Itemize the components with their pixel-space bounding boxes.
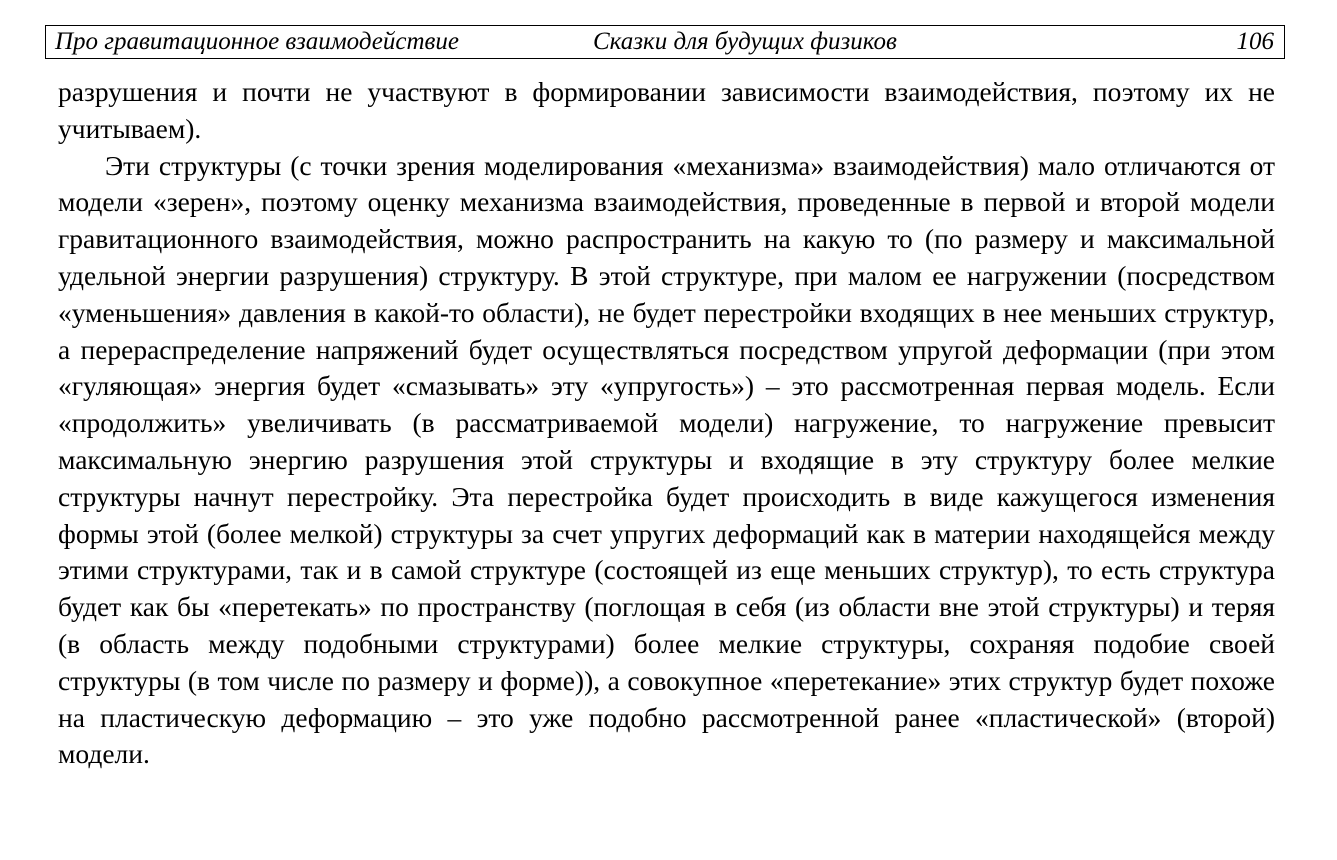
header-section-title: Про гравитационное взаимодействие xyxy=(55,28,459,55)
paragraph-structures: Эти структуры (с точки зрения моделирования «механизма» взаимодействия) мало отличаются от модели «зерен», поэтому оценку механизма взаимодействия, проведенные в первой и второй модели гравитационного взаимодействия, можно распространить на какую то (по размеру и максимальной удельной энергии разрушения) структуру. В этой структуре, при малом ее нагружении (посредством «уменьшения» давления в какой-то области), не будет перестройки входящих в нее меньших структур, а перераспределение напряжений будет осуществляться посредством упругой деформации (при этом «гуляющая» энергия будет «смазывать» эту «упругость») – это рассмотренная первая модель. Если «продолжить» увеличивать (в рассматриваемой модели) нагружение, то нагружение превысит максимальную энергию разрушения этой структуры и входящие в эту структуру более мелкие структуры начнут перестройку. Эта перестройка будет происходить в виде кажущегося изменения формы этой (более мелкой) структуры за счет упругих деформаций как в материи находящейся между этими структурами, так и в самой структуре (состоящей из еще меньших структур), то есть структура будет как бы «перетекать» по пространству (поглощая в себя (из области вне этой структуры) и теряя (в область между подобными структурами) более мелкие структуры, сохраняя подобие своей структуры (в том числе по размеру и форме)), а совокупное «перетекание» этих структур будет похоже на пластическую деформацию – это уже подобно рассмотренной ранее «пластической» (второй) модели. xyxy=(58,149,1275,770)
paragraph-continuation: разрушения и почти не участвуют в формировании зависимости взаимодействия, поэтому их не учитываем). xyxy=(58,76,1275,144)
page-body xyxy=(58,74,1275,773)
header-book-title: Сказки для будущих физиков xyxy=(593,28,897,55)
page-header xyxy=(45,25,1285,59)
page-number: 106 xyxy=(1236,28,1274,55)
